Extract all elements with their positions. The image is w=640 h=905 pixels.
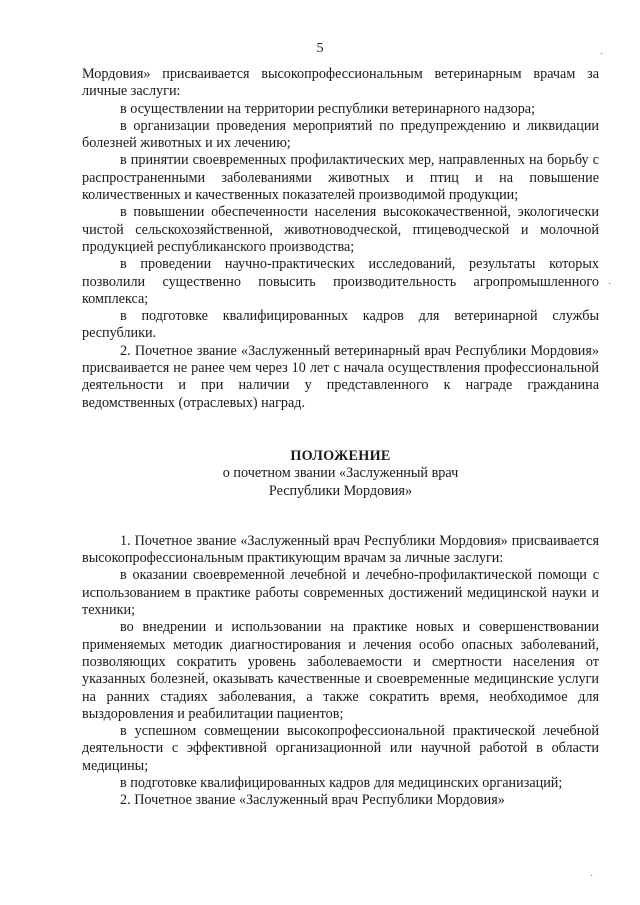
scan-speck: · (590, 871, 594, 882)
spacer (82, 500, 599, 533)
scan-speck: · (608, 279, 612, 290)
section-subtitle: о почетном звании «Заслуженный врач (222, 465, 459, 482)
paragraph: во внедрении и использовании на практике новых и совершенствовании применяемых методик диагностирования и лечения особо опасных заболеваний, позволяющих сократить уровень заболеваемости и смертности населения от указанных болезней, оказывать качественные и своевременные медицинские услуги на ранних стадиях заболевания, а также сократить время, необходимое для выздоровления и реабилитации пациентов; (82, 619, 599, 722)
section-title: ПОЛОЖЕНИЕ (290, 447, 391, 464)
document-body (82, 66, 599, 810)
paragraph: в организации проведения мероприятий по предупреждению и ликвидации болезней животных и их лечению; (82, 117, 599, 152)
paragraph: в принятии своевременных профилактических мер, направленных на борьбу с распространенными заболеваниями животных и птиц и на повышение количественных и качественных показателей производимой продукции; (82, 152, 599, 204)
paragraph: в оказании своевременной лечебной и лечебно-профилактической помощи с использованием в практике работы современных достижений медицинской науки и техники; (82, 567, 599, 619)
paragraph: 2. Почетное звание «Заслуженный врач Республики Мордовия» (120, 792, 505, 809)
paragraph: 1. Почетное звание «Заслуженный врач Республики Мордовия» присваивается высокопрофессиональным практикующим врачам за личные заслуги: (82, 532, 599, 567)
paragraph: в повышении обеспеченности населения высококачественной, экологически чистой сельскохозяйственной, животноводческой, птицеводческой и молочной продукцией республиканского производства; (82, 204, 599, 255)
scan-speck: · (600, 49, 604, 60)
section-subtitle: Республики Мордовия» (268, 482, 413, 499)
paragraph: 2. Почетное звание «Заслуженный ветеринарный врач Республики Мордовия» присваивается не ранее чем через 10 лет с начала осуществления профессиональной деятельности и при наличии у представленного к награде гражданина ведомственных (отраслевых) наград. (82, 342, 599, 411)
paragraph: Мордовия» присваивается высокопрофессиональным ветеринарным врачам за личные заслуги: (82, 66, 599, 100)
paragraph: в осуществлении на территории республики ветеринарного надзора; (120, 100, 536, 117)
page-number: 5 (316, 41, 324, 56)
paragraph: в подготовке квалифицированных кадров для ветеринарной службы республики. (82, 308, 599, 342)
paragraph: в проведении научно-практических исследований, результаты которых позволили существенно повысить производительность агропромышленного комплекса; (82, 256, 599, 307)
paragraph: в подготовке квалифицированных кадров для медицинских организаций; (120, 774, 563, 791)
paragraph: в успешном совмещении высокопрофессиональной практической лечебной деятельности с эффективной организационной или научной работой в области медицины; (82, 723, 599, 774)
